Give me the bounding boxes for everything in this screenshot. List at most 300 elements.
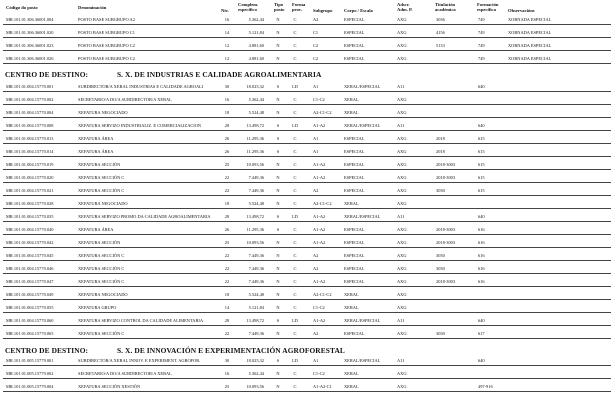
cell-subgroup: A1-A2 — [313, 162, 326, 167]
row-divider — [3, 169, 611, 170]
row-divider — [3, 208, 611, 209]
section-name: S. X. DE INNOVACIÓN E EXPERIMENTACIÓN AGROFORESTAL — [116, 346, 345, 355]
cell-code: MR.101.01.004.15770.055 — [6, 305, 54, 310]
row-divider — [3, 24, 611, 25]
cell-type: N — [276, 30, 280, 35]
cell-level: 18 — [224, 110, 230, 115]
cell-body-scale: ESPECIAL — [344, 56, 365, 61]
header-corpo: Corpo / Escala — [344, 8, 373, 13]
cell-denomination: XEFATURA SERVIZO INDUSTRIALIZ. E COMERCIALIZACION — [78, 123, 202, 128]
cell-complement: 13.498,72 — [246, 318, 264, 323]
row-divider — [3, 299, 611, 300]
row-divider — [3, 260, 611, 261]
cell-body-scale: ESPECIAL — [344, 266, 365, 271]
cell-type: N — [276, 305, 280, 310]
cell-level: 18 — [224, 201, 230, 206]
header-nivel: Nív. — [221, 8, 229, 13]
cell-training: 615 — [478, 149, 485, 154]
cell-training: 615 — [478, 162, 485, 167]
cell-assignment: AXG — [397, 279, 407, 284]
cell-observations: XORNADA ESPECIAL — [508, 43, 552, 48]
cell-training: 640 — [478, 214, 485, 219]
cell-provision: C — [293, 175, 297, 180]
cell-provision: LD — [292, 358, 298, 363]
cell-type: S — [276, 358, 280, 363]
cell-code: MR.101.01.004.15770.035 — [6, 214, 54, 219]
cell-level: 30 — [224, 84, 230, 89]
cell-complement: 18.025,32 — [246, 358, 264, 363]
cell-denomination: POSTO BASE SUBGRUPO C1 — [78, 30, 135, 35]
cell-subgroup: A2-C1-C2 — [313, 201, 332, 206]
cell-provision: C — [293, 266, 297, 271]
row-divider — [3, 378, 611, 379]
row-divider — [3, 50, 611, 51]
cell-provision: C — [293, 201, 297, 206]
cell-subgroup: A1-A2 — [313, 214, 326, 219]
cell-type: N — [276, 266, 280, 271]
cell-body-scale: XERAL — [344, 201, 359, 206]
cell-type: S — [276, 84, 280, 89]
cell-level: 16 — [224, 371, 230, 376]
cell-provision: C — [293, 227, 297, 232]
cell-qualification: 2018-3003 — [436, 279, 456, 284]
cell-complement: 5.362,44 — [248, 371, 264, 376]
cell-provision: C — [293, 56, 297, 61]
cell-assignment: AXG — [397, 149, 407, 154]
cell-code: MR.101.01.004.15770.008 — [6, 123, 54, 128]
row-divider — [3, 117, 611, 118]
row-divider — [3, 247, 611, 248]
cell-body-scale: XERAL — [344, 305, 359, 310]
cell-training: 615 — [478, 136, 485, 141]
cell-type: S — [276, 123, 280, 128]
cell-assignment: AXG — [397, 30, 407, 35]
cell-assignment: AXG — [397, 188, 407, 193]
cell-complement: 4.881,60 — [248, 43, 264, 48]
row-divider — [3, 130, 611, 131]
cell-subgroup: A2 — [313, 253, 319, 258]
cell-level: 25 — [224, 162, 230, 167]
cell-complement: 11.295,36 — [246, 149, 264, 154]
cell-training: 640 — [478, 123, 485, 128]
cell-level: 22 — [224, 253, 230, 258]
cell-assignment: AXG — [397, 201, 407, 206]
cell-complement: 7.449,36 — [248, 253, 264, 258]
cell-type: N — [276, 97, 280, 102]
cell-body-scale: ESPECIAL — [344, 279, 365, 284]
cell-subgroup: A1-A2 — [313, 123, 326, 128]
cell-assignment: A11 — [397, 318, 405, 323]
cell-level: 26 — [224, 149, 230, 154]
cell-denomination: XEFATURA SERVIZO PROMO.DA CALIDADE AGROALIMENTARIA — [78, 214, 211, 219]
cell-type: N — [276, 331, 280, 336]
cell-complement: 7.449,36 — [248, 331, 264, 336]
cell-code: MR.101.01.005.15779.004 — [6, 384, 54, 389]
cell-body-scale: XERAL — [344, 384, 359, 389]
cell-qualification: 2018-3003 — [436, 162, 456, 167]
cell-provision: C — [293, 292, 297, 297]
cell-level: 28 — [224, 318, 230, 323]
cell-complement: 7.449,36 — [248, 175, 264, 180]
cell-qualification: 2018-3003 — [436, 240, 456, 245]
cell-body-scale: ESPECIAL — [344, 175, 365, 180]
cell-level: 12 — [224, 43, 230, 48]
row-divider — [3, 104, 611, 105]
cell-subgroup: A2 — [313, 188, 319, 193]
cell-provision: C — [293, 162, 297, 167]
cell-type: N — [276, 371, 280, 376]
cell-type: N — [276, 240, 280, 245]
cell-complement: 5.524,48 — [248, 292, 264, 297]
cell-subgroup: A2 — [313, 17, 319, 22]
section-name: S. X. DE INDUSTRIAS E CALIDADE AGROALIMENTARIA — [116, 70, 322, 79]
cell-qualification: 5133 — [436, 43, 445, 48]
header-forma: Forma prov. — [292, 2, 306, 12]
cell-provision: C — [293, 149, 297, 154]
cell-body-scale: ESPECIAL — [344, 17, 365, 22]
cell-assignment: AXG — [397, 162, 407, 167]
cell-assignment: AXG — [397, 136, 407, 141]
cell-provision: C — [293, 43, 297, 48]
cell-denomination: POSTO BASE SUBGRUPO C2 — [78, 43, 135, 48]
cell-complement: 5.121,84 — [248, 30, 264, 35]
cell-level: 14 — [224, 30, 230, 35]
cell-assignment: AXG — [397, 266, 407, 271]
cell-subgroup: A1-A2 — [313, 240, 326, 245]
cell-qualification: 3030 — [436, 188, 445, 193]
cell-training: 616 — [478, 227, 485, 232]
cell-training: 749 — [478, 17, 485, 22]
row-divider — [3, 365, 611, 366]
cell-denomination: XEFATURA SECCIÓN C — [78, 175, 125, 180]
row-divider — [3, 234, 611, 235]
cell-provision: LD — [292, 123, 298, 128]
cell-qualification: 3030 — [436, 266, 445, 271]
cell-code: MR.101.01.004.15770.014 — [6, 149, 54, 154]
cell-level: 22 — [224, 279, 230, 284]
cell-body-scale: XERAL — [344, 292, 359, 297]
cell-assignment: A11 — [397, 123, 405, 128]
cell-denomination: XEFATURA GRUPO — [78, 305, 117, 310]
row-divider — [3, 91, 611, 92]
row-divider — [3, 37, 611, 38]
cell-provision: LD — [292, 214, 298, 219]
cell-qualification: 3030 — [436, 331, 445, 336]
cell-subgroup: C2 — [313, 56, 319, 61]
cell-qualification: 2018-3003 — [436, 227, 456, 232]
cell-denomination: XEFATURA NEGOCIADO — [78, 110, 128, 115]
cell-training: 615 — [478, 188, 485, 193]
cell-code: MR.101.01.004.15770.013 — [6, 136, 54, 141]
cell-provision: LD — [292, 84, 298, 89]
cell-provision: C — [293, 110, 297, 115]
cell-subgroup: A1-A2 — [313, 175, 326, 180]
header-titulacion: Titulación académica — [435, 2, 456, 12]
cell-assignment: AXG — [397, 43, 407, 48]
row-divider — [3, 182, 611, 183]
section-label: CENTRO DE DESTINO: — [5, 70, 89, 79]
cell-level: 12 — [224, 56, 230, 61]
cell-subgroup: A1 — [313, 136, 319, 141]
cell-type: S — [276, 149, 280, 154]
cell-assignment: AXG — [397, 331, 407, 336]
cell-code: MR.101.01.004.15770.004 — [6, 110, 54, 115]
cell-denomination: XEFATURA ÁREA — [78, 136, 114, 141]
header-tipo: Tipo posto — [274, 2, 285, 12]
cell-complement: 5.362,44 — [248, 97, 264, 102]
cell-assignment: AXG — [397, 110, 407, 115]
cell-observations: XORNADA ESPECIAL — [508, 30, 552, 35]
cell-assignment: A11 — [397, 358, 405, 363]
cell-subgroup: A1-A2-C1 — [313, 384, 332, 389]
cell-complement: 5.362,44 — [248, 17, 264, 22]
cell-denomination: XEFATURA SECCIÓN C — [78, 266, 125, 271]
cell-complement: 10.093,56 — [246, 162, 264, 167]
cell-training: 497-916 — [478, 384, 493, 389]
cell-observations: XORNADA ESPECIAL — [508, 17, 552, 22]
cell-level: 22 — [224, 331, 230, 336]
cell-code: MR.101.01.004.15770.047 — [6, 279, 54, 284]
cell-denomination: XEFATURA SECCIÓN — [78, 162, 121, 167]
cell-type: N — [276, 175, 280, 180]
cell-provision: C — [293, 371, 297, 376]
row-divider — [3, 195, 611, 196]
row-divider — [3, 312, 611, 313]
cell-denomination: XEFATURA SERVIZO CONTROL DA CALIDADE ALIMENTARIA — [78, 318, 204, 323]
cell-body-scale: XERAL/ESPECIAL — [344, 358, 381, 363]
cell-body-scale: ESPECIAL — [344, 30, 365, 35]
cell-qualification: 2018 — [436, 136, 445, 141]
cell-assignment: AXG — [397, 97, 407, 102]
cell-code: MR.101.01.004.15770.020 — [6, 175, 54, 180]
cell-code: MR.101.01.005.15779.001 — [6, 358, 54, 363]
cell-type: N — [276, 292, 280, 297]
cell-code: MR.101.01.004.15770.065 — [6, 331, 54, 336]
cell-body-scale: XERAL — [344, 110, 359, 115]
row-divider — [3, 286, 611, 287]
cell-type: N — [276, 201, 280, 206]
cell-assignment: AXG — [397, 305, 407, 310]
cell-body-scale: ESPECIAL — [344, 188, 365, 193]
cell-complement: 11.295,36 — [246, 136, 264, 141]
cell-type: S — [276, 318, 280, 323]
cell-assignment: AXG — [397, 56, 407, 61]
cell-code: MR.101.01.004.15770.042 — [6, 240, 54, 245]
cell-code: MR.101.01.004.15770.046 — [6, 266, 54, 271]
cell-assignment: AXG — [397, 175, 407, 180]
cell-denomination: SECRETARIO/A DO/A SUBDIRECTOR/A XERAL — [78, 97, 172, 102]
cell-subgroup: A1-A2 — [313, 318, 326, 323]
cell-level: 25 — [224, 384, 230, 389]
cell-assignment: AXG — [397, 384, 407, 389]
cell-provision: C — [293, 136, 297, 141]
cell-level: 18 — [224, 292, 230, 297]
cell-complement: 5.121,84 — [248, 305, 264, 310]
cell-body-scale: ESPECIAL — [344, 227, 365, 232]
cell-body-scale: XERAL/ESPECIAL — [344, 214, 381, 219]
cell-complement: 7.449,36 — [248, 188, 264, 193]
cell-body-scale: ESPECIAL — [344, 331, 365, 336]
cell-provision: C — [293, 240, 297, 245]
row-divider — [3, 143, 611, 144]
cell-code: MR.101.01.005.15779.002 — [6, 371, 54, 376]
cell-complement: 13.498,72 — [246, 214, 264, 219]
cell-provision: C — [293, 384, 297, 389]
header-codigo: Código do posto — [6, 5, 38, 10]
cell-type: S — [276, 136, 280, 141]
cell-denomination: XEFATURA SECCIÓN C — [78, 253, 125, 258]
cell-provision: C — [293, 188, 297, 193]
cell-subgroup: A1-A2 — [313, 279, 326, 284]
cell-level: 14 — [224, 305, 230, 310]
cell-complement: 4.881,60 — [248, 56, 264, 61]
cell-qualification: 3030 — [436, 253, 445, 258]
row-divider — [3, 325, 611, 326]
cell-training: 640 — [478, 84, 485, 89]
cell-level: 22 — [224, 175, 230, 180]
cell-code: MR.101.01.004.15770.021 — [6, 188, 54, 193]
cell-denomination: POSTO BASE SUBGRUPO A2 — [78, 17, 135, 22]
cell-denomination: XEFATURA SECCIÓN C — [78, 188, 125, 193]
cell-denomination: XEFATURA SECCIÓN C — [78, 331, 125, 336]
cell-training: 616 — [478, 253, 485, 258]
cell-type: S — [276, 214, 280, 219]
cell-provision: C — [293, 279, 297, 284]
cell-qualification: 3036 — [436, 17, 445, 22]
cell-subgroup: C1-C2 — [313, 305, 325, 310]
cell-denomination: XEFATURA SECCIÓN — [78, 240, 121, 245]
cell-level: 30 — [224, 358, 230, 363]
cell-type: N — [276, 188, 280, 193]
cell-subgroup: A2 — [313, 266, 319, 271]
cell-level: 22 — [224, 188, 230, 193]
cell-code: MR.101.01.004.15770.060 — [6, 318, 54, 323]
cell-complement: 11.295,36 — [246, 227, 264, 232]
cell-observations: XORNADA ESPECIAL — [508, 56, 552, 61]
cell-training: 616 — [478, 279, 485, 284]
cell-body-scale: ESPECIAL — [344, 240, 365, 245]
cell-complement: 10.093,56 — [246, 384, 264, 389]
cell-subgroup: A1-A2 — [313, 227, 326, 232]
cell-training: 640 — [478, 358, 485, 363]
row-divider — [3, 338, 611, 339]
cell-code: MR.101.01.306.36001.020 — [6, 30, 54, 35]
cell-level: 28 — [224, 214, 230, 219]
cell-assignment: A11 — [397, 214, 405, 219]
cell-provision: C — [293, 331, 297, 336]
cell-body-scale: XERAL — [344, 97, 359, 102]
section-header-industrias — [5, 70, 321, 79]
header-observacions: Observacións — [508, 8, 535, 13]
cell-provision: LD — [292, 318, 298, 323]
cell-training: 616 — [478, 240, 485, 245]
cell-provision: C — [293, 253, 297, 258]
cell-complement: 7.449,36 — [248, 266, 264, 271]
header-complemento: Complem. específico — [238, 2, 259, 12]
cell-subgroup: C1-C2 — [313, 371, 325, 376]
cell-level: 26 — [224, 227, 230, 232]
cell-level: 16 — [224, 17, 230, 22]
cell-denomination: XEFATURA NEGOCIADO — [78, 201, 128, 206]
cell-qualification: 2018-3003 — [436, 175, 456, 180]
cell-denomination: SUBDIRECTOR/A XERAL INNOV. E EXPERIMENT. AGROFOR. — [78, 358, 201, 363]
cell-provision: C — [293, 305, 297, 310]
cell-complement: 10.093,56 — [246, 240, 264, 245]
cell-training: 640 — [478, 318, 485, 323]
cell-assignment: AXG — [397, 17, 407, 22]
row-divider — [3, 391, 611, 392]
cell-subgroup: C2 — [313, 43, 319, 48]
cell-assignment: AXG — [397, 292, 407, 297]
cell-denomination: SUBDIRECTOR/A XERAL INDUSTRIAS E CALIDADE AGROALI — [78, 84, 204, 89]
cell-training: 615 — [478, 175, 485, 180]
cell-denomination: XEFATURA ÁREA — [78, 227, 114, 232]
cell-type: N — [276, 279, 280, 284]
cell-subgroup: C1 — [313, 30, 319, 35]
cell-body-scale: ESPECIAL — [344, 149, 365, 154]
cell-training: 749 — [478, 30, 485, 35]
cell-denomination: XEFATURA SECCIÓN C — [78, 279, 125, 284]
header-formacion: Formación específica — [477, 2, 499, 12]
row-divider — [3, 63, 611, 64]
cell-body-scale: ESPECIAL — [344, 43, 365, 48]
cell-body-scale: XERAL — [344, 371, 359, 376]
section-header-innovacion — [5, 346, 345, 355]
header-subgrupo: Subgrupo — [313, 8, 333, 13]
cell-body-scale: ESPECIAL — [344, 253, 365, 258]
row-divider — [3, 221, 611, 222]
header-adscr: Adscr. Adm. P. — [397, 2, 413, 12]
cell-type: N — [276, 43, 280, 48]
cell-body-scale: XERAL/ESPECIAL — [344, 84, 381, 89]
cell-complement: 7.449,36 — [248, 279, 264, 284]
cell-training: 617 — [478, 331, 485, 336]
row-divider — [3, 273, 611, 274]
cell-code: MR.101.01.004.15770.002 — [6, 97, 54, 102]
cell-subgroup: A2 — [313, 331, 319, 336]
cell-body-scale: XERAL/ESPECIAL — [344, 318, 381, 323]
cell-type: N — [276, 56, 280, 61]
cell-subgroup: A1 — [313, 149, 319, 154]
cell-body-scale: XERAL/ESPECIAL — [344, 123, 381, 128]
cell-subgroup: C1-C2 — [313, 97, 325, 102]
cell-denomination: XEFATURA NEGOCIADO — [78, 292, 128, 297]
cell-type: N — [276, 384, 280, 389]
cell-subgroup: A1 — [313, 358, 319, 363]
cell-qualification: 4156 — [436, 30, 445, 35]
cell-subgroup: A2-C1-C2 — [313, 110, 332, 115]
cell-complement: 13.498,72 — [246, 123, 264, 128]
cell-level: 28 — [224, 123, 230, 128]
cell-denomination: XEFATURA SECCIÓN XESTIÓN — [78, 384, 141, 389]
cell-provision: C — [293, 30, 297, 35]
cell-assignment: AXG — [397, 227, 407, 232]
cell-body-scale: ESPECIAL — [344, 162, 365, 167]
cell-qualification: 2018 — [436, 149, 445, 154]
cell-denomination: SECRETARIO/A DO/A SUBDIRECTOR/A XERAL — [78, 371, 172, 376]
cell-code: MR.101.01.004.15770.049 — [6, 292, 54, 297]
cell-code: MR.101.01.004.15770.001 — [6, 84, 54, 89]
cell-assignment: A11 — [397, 84, 405, 89]
cell-level: 16 — [224, 97, 230, 102]
cell-denomination: XEFATURA ÁREA — [78, 149, 114, 154]
cell-type: N — [276, 17, 280, 22]
cell-type: N — [276, 110, 280, 115]
cell-level: 22 — [224, 266, 230, 271]
cell-type: N — [276, 253, 280, 258]
cell-complement: 5.524,48 — [248, 201, 264, 206]
cell-body-scale: ESPECIAL — [344, 136, 365, 141]
